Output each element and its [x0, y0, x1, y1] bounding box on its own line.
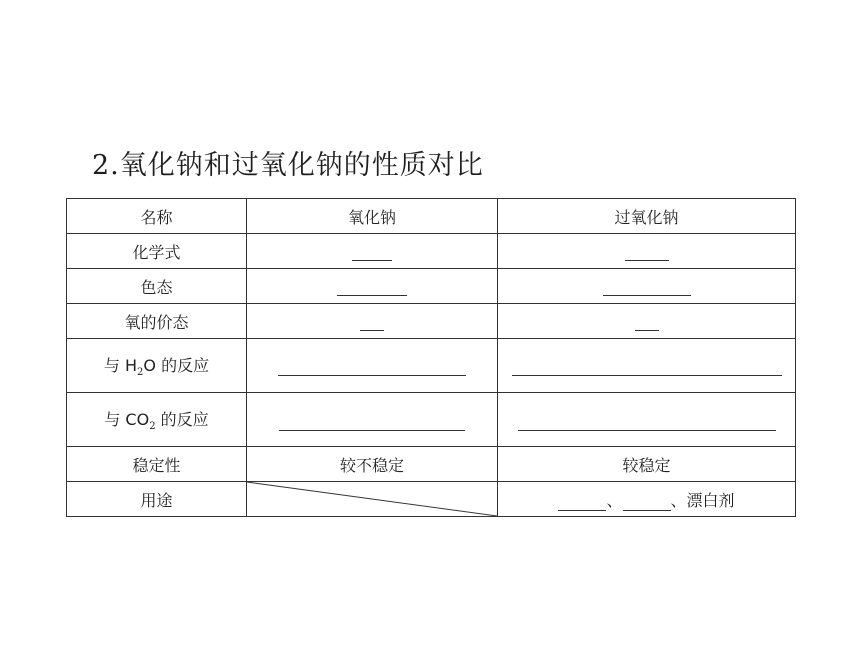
row-stability	[67, 447, 796, 482]
fill-in-blank	[360, 316, 384, 331]
heading-title: 氧化钠和过氧化钠的性质对比	[119, 150, 484, 181]
row-uses	[67, 482, 796, 517]
uses-na2o2: 、 、漂白剂	[498, 482, 796, 517]
fill-in-blank	[512, 355, 782, 376]
row-label-stability: 稳定性	[67, 447, 247, 482]
row-label-co2-reaction: 与 $CO_2$ 的反应	[67, 393, 247, 447]
fill-in-blank	[603, 281, 691, 296]
header-sodium-oxide: 氧化钠	[247, 199, 498, 234]
blank-color-na2o	[247, 269, 498, 304]
blank-valence-na2o2	[498, 304, 796, 339]
fill-in-blank	[625, 246, 669, 261]
blank-co2-na2o	[247, 393, 498, 447]
fill-in-blank	[352, 246, 392, 261]
row-water-reaction	[67, 339, 796, 393]
header-name: 名称	[67, 199, 247, 234]
fill-in-blank	[278, 355, 466, 376]
row-label-color-state: 色态	[67, 269, 247, 304]
row-formula	[67, 234, 796, 269]
row-label-formula: 化学式	[67, 234, 247, 269]
blank-color-na2o2	[498, 269, 796, 304]
blank-formula-na2o2	[498, 234, 796, 269]
row-oxygen-valence	[67, 304, 796, 339]
section-heading	[92, 143, 484, 182]
header-sodium-peroxide: 过氧化钠	[498, 199, 796, 234]
blank-co2-na2o2	[498, 393, 796, 447]
row-label-uses: 用途	[67, 482, 247, 517]
fill-in-blank	[635, 316, 659, 331]
fill-in-blank	[623, 496, 671, 511]
uses-na2o-crossed-cell	[247, 482, 498, 517]
blank-water-na2o2	[498, 339, 796, 393]
fill-in-blank	[279, 408, 465, 431]
row-color-state	[67, 269, 796, 304]
blank-formula-na2o	[247, 234, 498, 269]
row-label-water-reaction: 与 $H_2O$ 的反应	[67, 339, 247, 393]
row-co2-reaction	[67, 393, 796, 447]
heading-number: 2.	[92, 150, 120, 181]
row-label-oxygen-valence: 氧的价态	[67, 304, 247, 339]
stability-na2o2: 较稳定	[498, 447, 796, 482]
table-header-row	[67, 199, 796, 234]
stability-na2o: 较不稳定	[247, 447, 498, 482]
fill-in-blank	[518, 408, 776, 431]
comparison-table	[66, 198, 796, 517]
blank-water-na2o	[247, 339, 498, 393]
blank-valence-na2o	[247, 304, 498, 339]
diagonal-line	[247, 482, 497, 516]
fill-in-blank	[337, 281, 407, 296]
fill-in-blank	[558, 496, 606, 511]
